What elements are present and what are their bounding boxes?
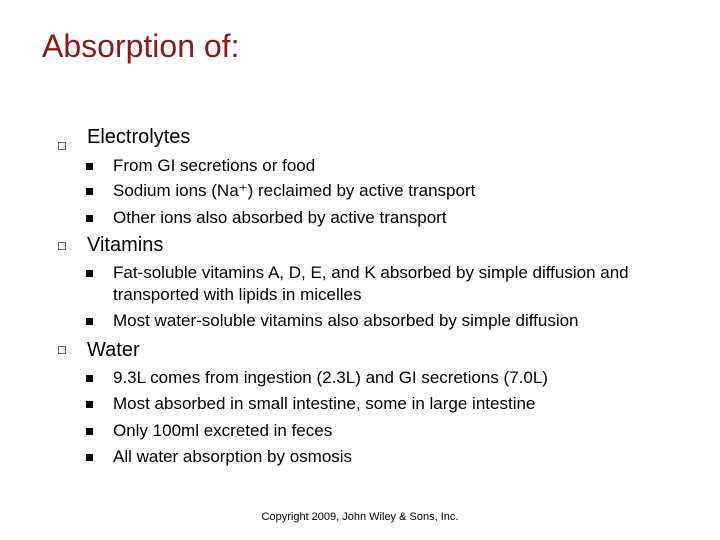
list-item: Fat-soluble vitamins A, D, E, and K absorbed by simple diffusion and transported with lipids in micelles bbox=[113, 263, 629, 304]
copyright-footer: Copyright 2009, John Wiley & Sons, Inc. bbox=[261, 511, 459, 523]
list-item: From GI secretions or food bbox=[113, 156, 316, 175]
filled-square-bullet-icon bbox=[86, 163, 93, 170]
filled-square-bullet-icon bbox=[86, 188, 93, 195]
list-item: Most absorbed in small intestine, some in large intestine bbox=[113, 394, 536, 413]
square-bullet-icon bbox=[58, 346, 67, 355]
square-bullet-icon bbox=[58, 242, 67, 251]
section-heading-water: Water bbox=[87, 339, 140, 361]
section-heading-vitamins: Vitamins bbox=[87, 234, 164, 256]
section-heading-electrolytes: Electrolytes bbox=[87, 126, 191, 148]
square-bullet-icon bbox=[58, 142, 67, 151]
list-item: 9.3L comes from ingestion (2.3L) and GI secretions (7.0L) bbox=[113, 368, 548, 387]
slide-title: Absorption of: bbox=[42, 28, 240, 64]
list-item: All water absorption by osmosis bbox=[113, 447, 353, 466]
filled-square-bullet-icon bbox=[86, 401, 93, 408]
filled-square-bullet-icon bbox=[86, 215, 93, 222]
list-item: Only 100ml excreted in feces bbox=[113, 421, 333, 440]
list-item: Most water-soluble vitamins also absorbed by simple diffusion bbox=[113, 311, 579, 330]
filled-square-bullet-icon bbox=[86, 318, 93, 325]
list-item: Sodium ions (Na⁺) reclaimed by active transport bbox=[113, 181, 476, 200]
filled-square-bullet-icon bbox=[86, 270, 93, 277]
list-item: Other ions also absorbed by active transport bbox=[113, 208, 447, 227]
filled-square-bullet-icon bbox=[86, 454, 93, 461]
filled-square-bullet-icon bbox=[86, 375, 93, 382]
filled-square-bullet-icon bbox=[86, 428, 93, 435]
